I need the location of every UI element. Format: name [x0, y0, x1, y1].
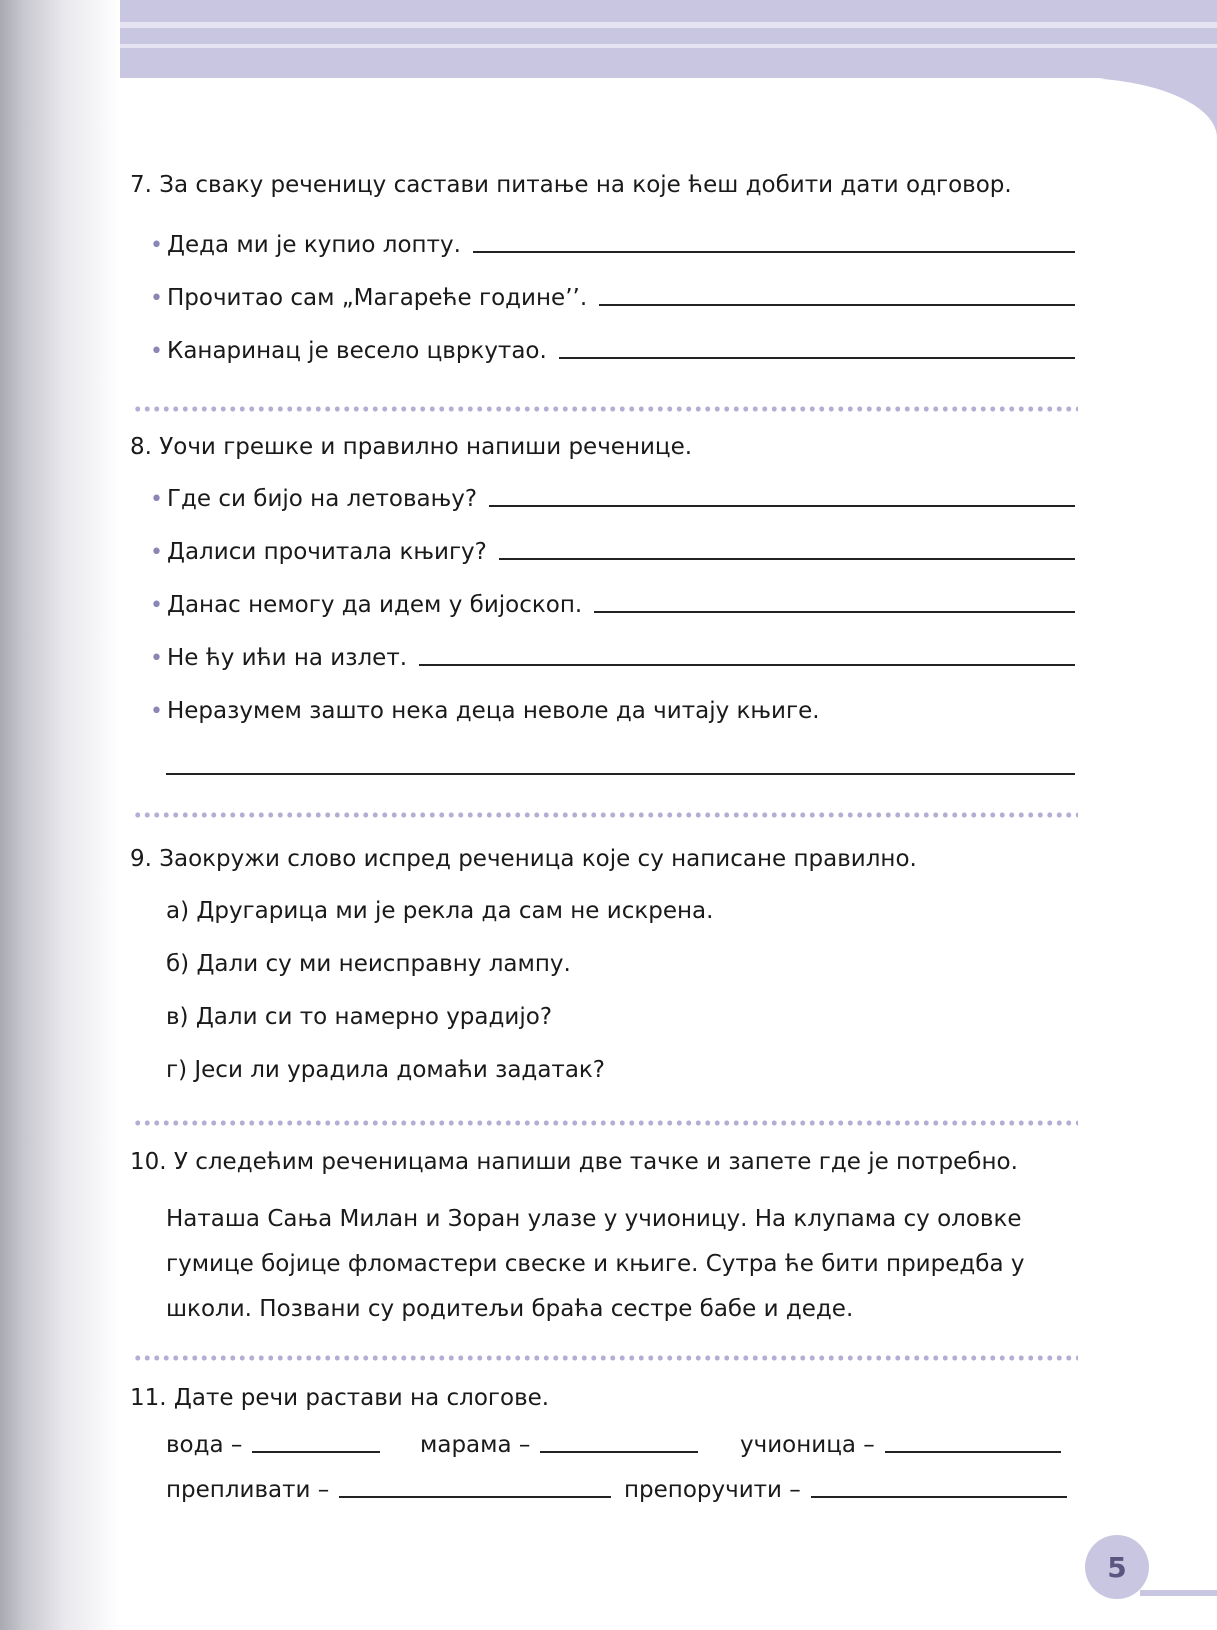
- q8-item: [150, 486, 1075, 512]
- header-band: [0, 0, 1217, 78]
- answer-line[interactable]: [489, 505, 1075, 507]
- answer-line[interactable]: [339, 1496, 611, 1498]
- bullet-icon: •: [150, 487, 163, 512]
- answer-line[interactable]: [499, 558, 1075, 560]
- syllable-item: [166, 1477, 611, 1503]
- answer-line[interactable]: [166, 773, 1075, 775]
- q7-item: [150, 285, 1075, 311]
- bullet-icon: •: [150, 286, 163, 311]
- answer-line[interactable]: [594, 611, 1075, 613]
- binding-shadow: [0, 0, 120, 1630]
- q7-title: 7. За сваку реченицу састави питање на које ћеш добити дати одговор.: [130, 172, 1012, 198]
- q9-title: 9. Заокружи слово испред реченица које су написане правилно.: [130, 846, 917, 872]
- q7-item-text: Канаринац је весело цвркутао.: [166, 338, 547, 364]
- answer-line[interactable]: [473, 251, 1075, 253]
- q8-item: [150, 645, 1075, 671]
- answer-line[interactable]: [599, 304, 1075, 306]
- q8-item: [150, 698, 1075, 724]
- q8-item-text: Далиси прочитала књигу?: [166, 539, 487, 565]
- q8-item-text: Не ћу ићи на излет.: [166, 645, 408, 671]
- q7-item-text: Прочитао сам „Магареће године’’.: [166, 285, 588, 311]
- q7-item: [150, 232, 1075, 258]
- q9-option[interactable]: г) Јеси ли урадила домаћи задатак?: [166, 1057, 606, 1083]
- syllable-word: марама –: [420, 1432, 531, 1458]
- q7-item: [150, 338, 1075, 364]
- dotted-divider: [133, 1355, 1078, 1361]
- syllable-word: вода –: [166, 1432, 243, 1458]
- q10-title: 10. У следећим реченицама напиши две тачке и запете где је потребно.: [130, 1149, 1018, 1175]
- header-stripe: [0, 22, 1217, 28]
- syllable-item: [420, 1432, 698, 1458]
- page-number-tail: [1140, 1590, 1217, 1596]
- bullet-icon: •: [150, 233, 163, 258]
- syllable-word: учионица –: [740, 1432, 875, 1458]
- bullet-icon: •: [150, 339, 163, 364]
- page-number: 5: [1085, 1535, 1149, 1599]
- syllable-item: [166, 1432, 380, 1458]
- syllable-word: препливати –: [166, 1477, 330, 1503]
- q7-item-text: Деда ми је купио лопту.: [166, 232, 461, 258]
- bullet-icon: •: [150, 699, 163, 724]
- answer-line[interactable]: [419, 664, 1075, 666]
- answer-line[interactable]: [559, 357, 1075, 359]
- syllable-word: препоручити –: [624, 1477, 801, 1503]
- q8-item-text: Неразумем зашто нека деца неволе да читају књиге.: [166, 698, 820, 724]
- q11-title: 11. Дате речи растави на слогове.: [130, 1385, 550, 1411]
- q8-item: [150, 539, 1075, 565]
- answer-line[interactable]: [252, 1451, 380, 1453]
- answer-line[interactable]: [811, 1496, 1067, 1498]
- q9-option[interactable]: а) Другарица ми је рекла да сам не искрена.: [166, 898, 714, 924]
- header-stripe: [0, 44, 1217, 48]
- q8-item-text: Данас немогу да идем у бијоскоп.: [166, 592, 583, 618]
- q8-item-text: Где си бијо на летовању?: [166, 486, 478, 512]
- dotted-divider: [133, 406, 1078, 412]
- bullet-icon: •: [150, 540, 163, 565]
- syllable-item: [624, 1477, 1067, 1503]
- bullet-icon: •: [150, 593, 163, 618]
- answer-line[interactable]: [540, 1451, 698, 1453]
- answer-line[interactable]: [885, 1451, 1061, 1453]
- q8-title: 8. Уочи грешке и правилно напиши реченице.: [130, 434, 693, 460]
- dotted-divider: [133, 1120, 1078, 1126]
- q9-option[interactable]: в) Дали си то намерно урадијо?: [166, 1004, 553, 1030]
- dotted-divider: [133, 812, 1078, 818]
- bullet-icon: •: [150, 646, 163, 671]
- syllable-item: [740, 1432, 1061, 1458]
- q9-option[interactable]: б) Дали су ми неисправну лампу.: [166, 951, 571, 977]
- q8-item: [150, 592, 1075, 618]
- q10-paragraph: Наташа Сања Милан и Зоран улазе у учионицу. На клупама су оловке гумице бојице фломастери свеске и књиге. Сутра ће бити приредба у школи. Позвани су родитељи браћа сестре бабе и деде.: [166, 1206, 1025, 1322]
